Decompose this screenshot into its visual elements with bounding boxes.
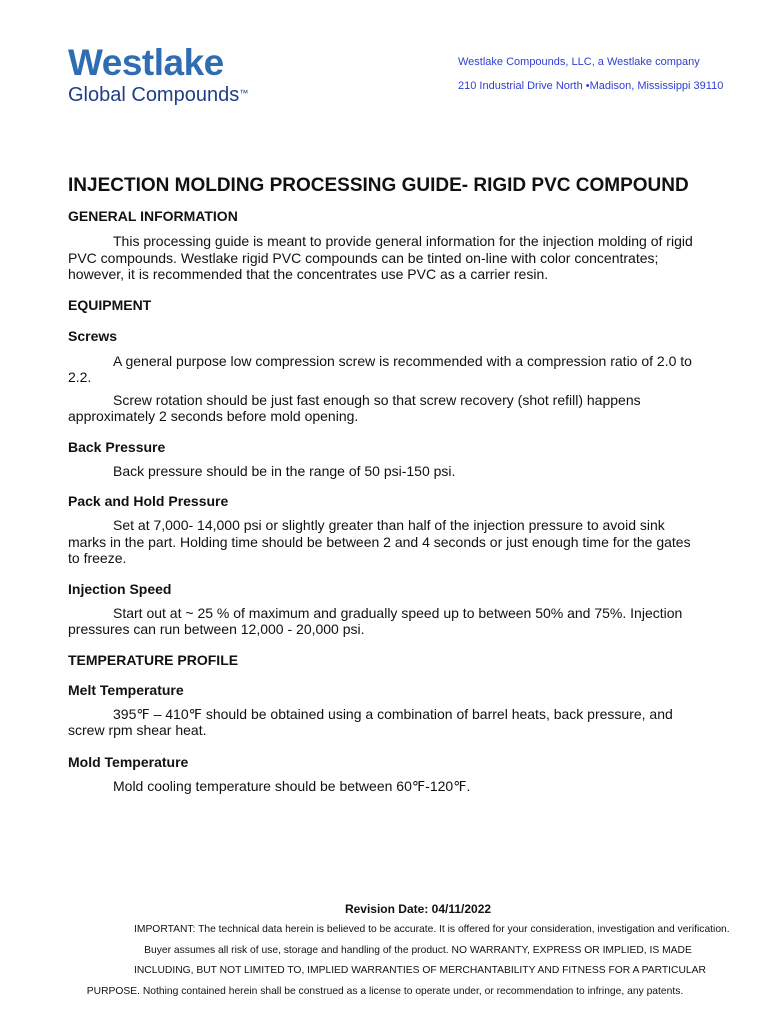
page-footer xyxy=(68,902,730,1002)
logo-subtitle-text: Global Compounds xyxy=(68,84,240,106)
subheading-injection-speed: Injection Speed xyxy=(68,580,172,597)
section-heading-equipment: EQUIPMENT xyxy=(68,296,152,313)
disclaimer-line-1: IMPORTANT: The technical data herein is believed to be accurate. It is offered for your consideration, investigation and verification. xyxy=(134,924,730,935)
section-heading-general: GENERAL INFORMATION xyxy=(68,208,238,224)
company-address-block xyxy=(458,50,723,98)
pack-hold-text: Set at 7,000- 14,000 psi or slightly greater than half of the injection pressure to avoid sink marks in the part. Holding time should be between 2 and 4 seconds or just enough time for the gates to freeze. xyxy=(68,517,691,566)
screws-text-compression: A general purpose low compression screw is recommended with a compression ratio of 2.0 to 2.2. xyxy=(68,352,692,385)
westlake-logo xyxy=(68,44,248,106)
subheading-back-pressure: Back Pressure xyxy=(68,438,166,455)
subheading-pack-hold: Pack and Hold Pressure xyxy=(68,493,229,509)
disclaimer-line-2: Buyer assumes all risk of use, storage and handling of the product. NO WARRANTY, EXPRESS OR IMPLIED, IS MADE xyxy=(144,944,692,956)
subheading-melt-temperature: Melt Temperature xyxy=(68,681,184,698)
subheading-mold-temperature: Mold Temperature xyxy=(68,753,189,770)
document-body xyxy=(68,174,702,794)
document-title: INJECTION MOLDING PROCESSING GUIDE- RIGID PVC COMPOUND xyxy=(68,175,689,196)
company-address: 210 Industrial Drive North •Madison, Mississippi 39110 xyxy=(458,80,724,92)
general-info-text: This processing guide is meant to provide general information for the injection molding of rigid PVC compounds. Westlake rigid PVC compounds can be tinted on-line with color concentrates; however, it is recommended that the concentrates use PVC as a carrier resin. xyxy=(68,233,693,282)
disclaimer-line-4: PURPOSE. Nothing contained herein shall be construed as a license to operate under, or recommendation to infringe, any patents. xyxy=(86,985,684,997)
back-pressure-text: Back pressure should be in the range of 50 psi-150 psi. xyxy=(113,462,456,479)
section-heading-temperature: TEMPERATURE PROFILE xyxy=(68,651,239,668)
logo-wordmark: Westlake xyxy=(68,42,224,83)
disclaimer-line-3: INCLUDING, BUT NOT LIMITED TO, IMPLIED WARRANTIES OF MERCHANTABILITY AND FITNESS FOR A PARTICULAR xyxy=(134,965,706,976)
logo-subtitle xyxy=(68,84,248,106)
company-name: Westlake Compounds, LLC, a Westlake company xyxy=(458,56,700,68)
trademark-symbol: ™ xyxy=(239,88,249,98)
screws-text-rotation: Screw rotation should be just fast enough so that screw recovery (shot refill) happens approximately 2 seconds before mold opening. xyxy=(68,391,641,424)
injection-speed-text: Start out at ~ 25 % of maximum and gradually speed up to between 50% and 75%. Injection pressures can run between 12,000 - 20,000 psi. xyxy=(68,604,683,637)
mold-temperature-text: Mold cooling temperature should be between 60℉-120℉. xyxy=(113,777,471,794)
subheading-screws: Screws xyxy=(68,327,118,344)
revision-date: Revision Date: 04/11/2022 xyxy=(344,902,492,916)
melt-temperature-text: 395℉ – 410℉ should be obtained using a combination of barrel heats, back pressure, and screw rpm shear heat. xyxy=(68,705,673,738)
